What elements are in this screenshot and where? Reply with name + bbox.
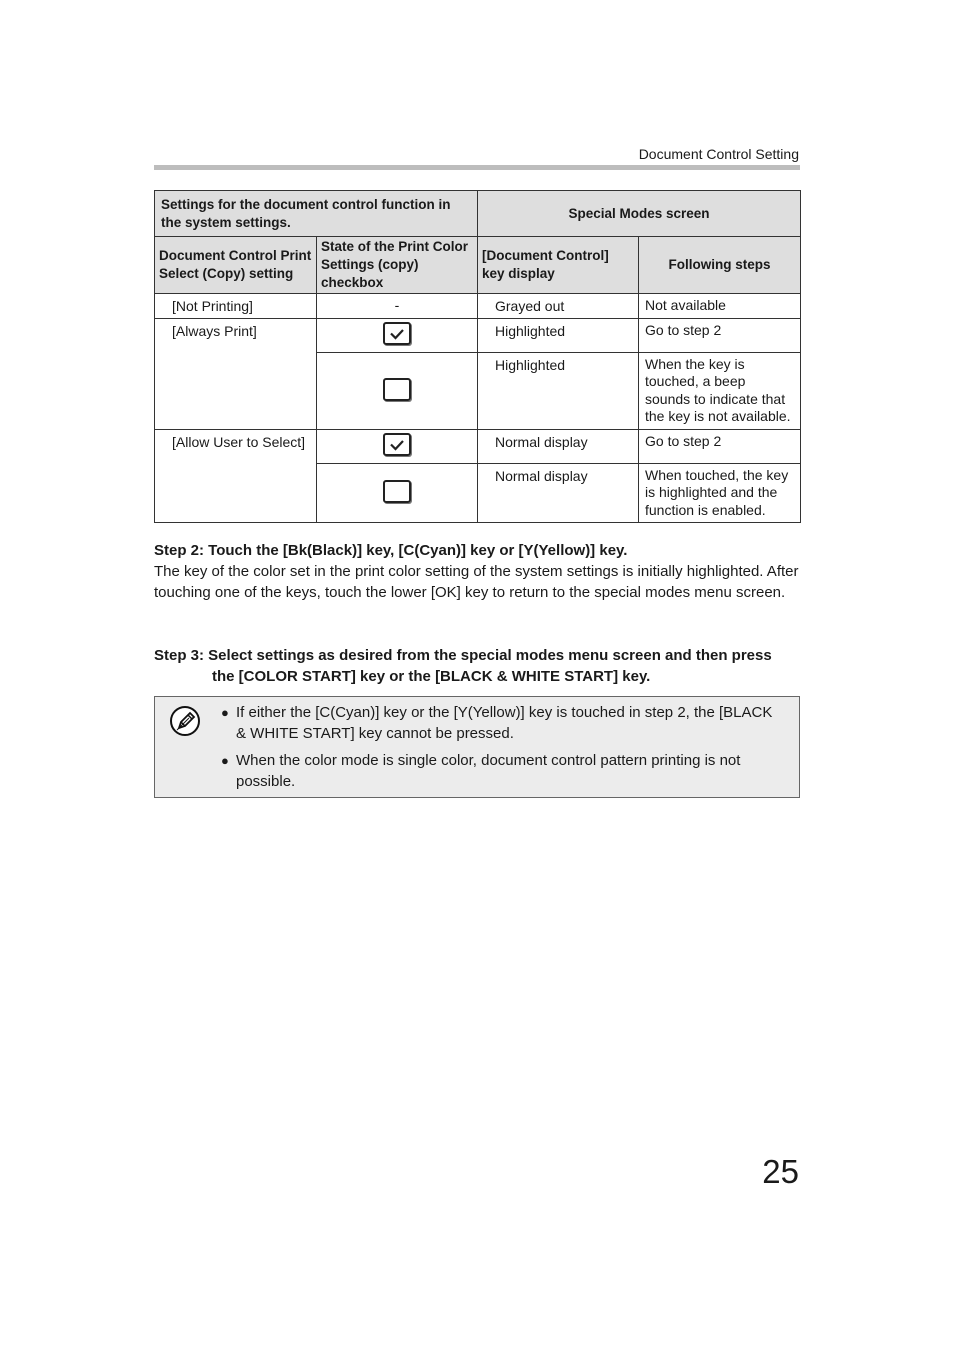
header-rule (154, 165, 800, 170)
cell-display: Grayed out (478, 294, 639, 319)
step-2-body: The key of the color set in the print color setting of the system settings is initially highlighted. After touching one of the keys, touch the lower [OK] key to return to the special modes menu screen. (154, 563, 799, 601)
cell-display: Normal display (478, 463, 639, 523)
col-header-key-display: [Document Control] key display (478, 237, 639, 294)
note-item: ● When the color mode is single color, document control pattern printing is not possible. (221, 752, 741, 790)
cell-steps: Not available (639, 294, 801, 319)
cell-checkbox (317, 463, 478, 523)
bullet-icon: ● (221, 753, 229, 768)
cell-checkbox (317, 429, 478, 463)
page-number: 25 (762, 1153, 799, 1190)
note-box (154, 696, 800, 798)
step-3-title-line2: the [COLOR START] key or the [BLACK & WHITE START] key. (212, 668, 651, 685)
step-3 (154, 645, 804, 687)
pencil-note-icon (169, 705, 201, 742)
cell-display: Normal display (478, 429, 639, 463)
cell-checkbox (317, 352, 478, 429)
group-header-system-settings: Settings for the document control function in the system settings. (155, 191, 478, 237)
col-header-checkbox-state: State of the Print Color Settings (copy) checkbox (317, 237, 478, 294)
checked-checkbox-icon (383, 322, 411, 345)
cell-checkbox (317, 318, 478, 352)
unchecked-checkbox-icon (383, 480, 411, 503)
note-item: ● If either the [C(Cyan)] key or the [Y(Yellow)] key is touched in step 2, the [BLACK & WHITE START] key cannot be pressed. (221, 704, 773, 742)
cell-checkbox-none: - (317, 294, 478, 319)
table-row (155, 429, 801, 463)
running-header: Document Control Setting (638, 146, 799, 162)
cell-steps: When the key is touched, a beep sounds to indicate that the key is not available. (639, 352, 801, 429)
col-header-print-select: Document Control Print Select (Copy) setting (155, 237, 317, 294)
cell-steps: Go to step 2 (639, 318, 801, 352)
step-2-title: Step 2: Touch the [Bk(Black)] key, [C(Cyan)] key or [Y(Yellow)] key. (154, 542, 628, 559)
cell-setting: [Allow User to Select] (155, 429, 317, 523)
table-row (155, 294, 801, 319)
document-control-table (154, 190, 801, 523)
step-2 (154, 540, 804, 603)
cell-steps: When touched, the key is highlighted and the function is enabled. (639, 463, 801, 523)
cell-setting: [Always Print] (155, 318, 317, 429)
cell-display: Highlighted (478, 352, 639, 429)
cell-setting: [Not Printing] (155, 294, 317, 319)
unchecked-checkbox-icon (383, 378, 411, 401)
checked-checkbox-icon (383, 433, 411, 456)
bullet-icon: ● (221, 705, 229, 720)
group-header-special-modes: Special Modes screen (478, 191, 801, 237)
col-header-following-steps: Following steps (639, 237, 801, 294)
cell-display: Highlighted (478, 318, 639, 352)
cell-steps: Go to step 2 (639, 429, 801, 463)
step-3-title-line1: Step 3: Select settings as desired from the special modes menu screen and then press (154, 647, 772, 664)
table-row (155, 318, 801, 352)
note-list (221, 703, 786, 799)
